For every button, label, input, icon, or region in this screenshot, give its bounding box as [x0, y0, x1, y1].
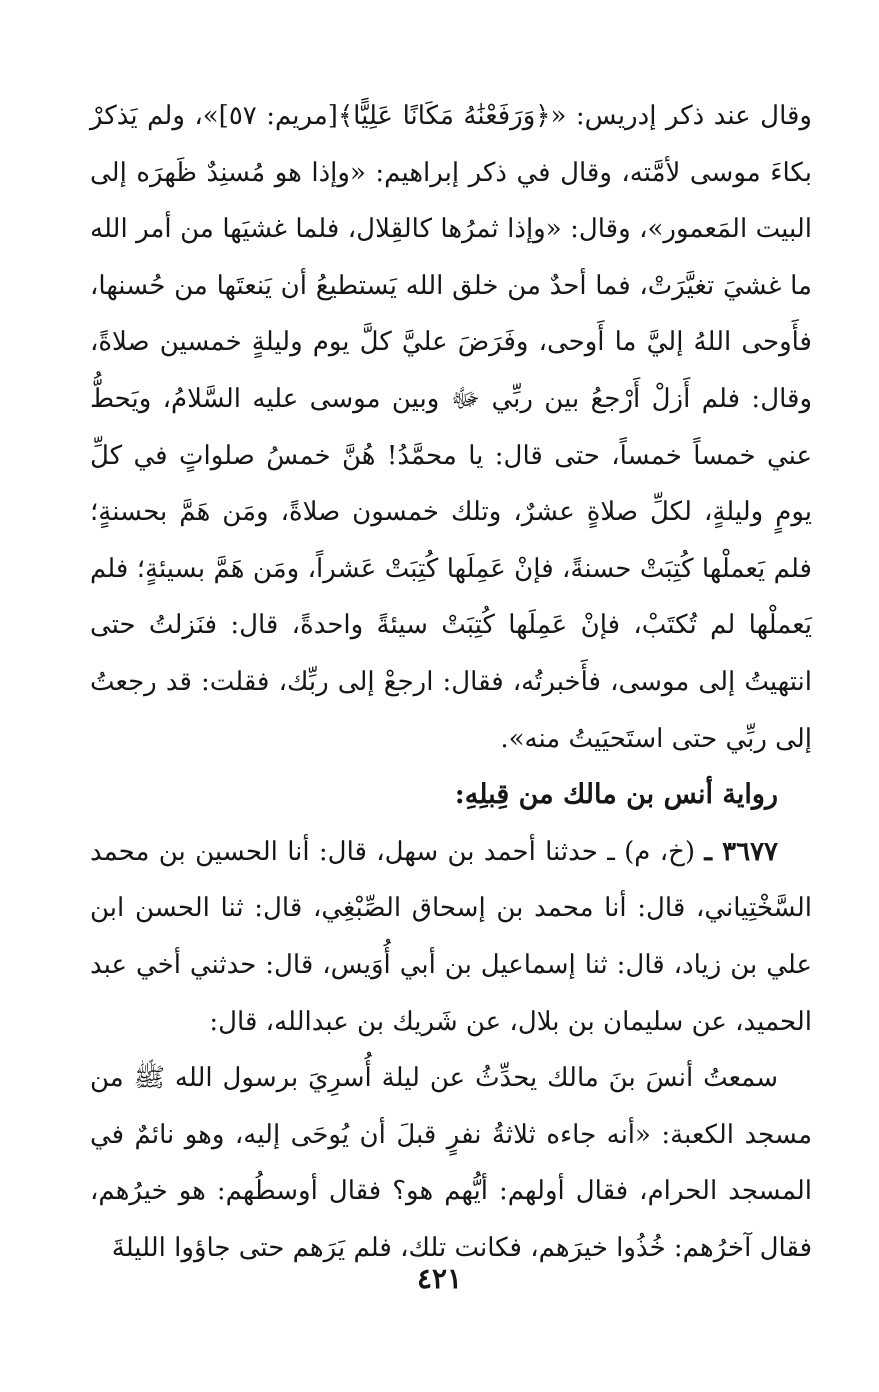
hadith-chain-text: (خ، م) ـ حدثنا أحمد بن سهل، قال: أنا الحسين بن محمد السَّخْتِياني، قال: أنا محمد بن إسحاق الصِّبْغِي، قال: ثنا الحسن ابن علي بن زياد، قال: ثنا إسماعيل بن أبي أُوَيس، قال: حدثني أخي عبد الحميد، عن سليمان بن بلال، عن شَريك بن عبدالله، قال: — [90, 836, 812, 1037]
hadith-number: ٣٦٧٧ ـ — [704, 836, 778, 867]
hadith-paragraph — [90, 824, 812, 1050]
page-number: ٤٢١ — [416, 1262, 463, 1295]
narration-paragraph: سمعتُ أنسَ بنَ مالك يحدِّثُ عن ليلة أُسرِيَ برسول الله ﷺ من مسجد الكعبة: «أنه جاءه ثلاثةُ نفرٍ قبلَ أن يُوحَى إليه، وهو نائمٌ في المسجد الحرام، فقال أولهم: أيُّهم هو؟ فقال أوسطُهم: هو خيرُهم، فقال آخرُهم: خُذُوا خيرَهم، فكانت تلك، فلم يَرَهم حتى جاؤوا الليلةَ — [90, 1063, 812, 1263]
section-heading: رواية أنس بن مالك من قِبلِهِ: — [454, 779, 778, 811]
opening-paragraph: وقال عند ذكر إدريس: «﴿وَرَفَعْنَٰهُ مَكَانًا عَلِيًّا﴾[مريم: ٥٧]»، ولم يَذكرْ بكاءَ موسى لأمَّته، وقال في ذكر إبراهيم: «وإذا هو مُسنِدٌ ظَهرَه إلى البيت المَعمور»، وقال: «وإذا ثمرُها كالقِلال، فلما غشيَها من أمر الله ما غشيَ تغيَّرَتْ، فما أحدٌ من خلق الله يَستطيعُ أن يَنعتَها من حُسنها، فأَوحى اللهُ إليَّ ما أَوحى، وفَرَضَ عليَّ كلَّ يوم وليلةٍ خمسين صلاةً، وقال: فلم أَزلْ أَرْجعُ بين ربِّي ﷻ وبين موسى عليه السَّلامُ، ويَحطُّ عني خمساً خمساً، حتى قال: يا محمَّدُ! هُنَّ خمسُ صلواتٍ في كلِّ يومٍ وليلةٍ، لكلِّ صلاةٍ عشرٌ، وتلك خمسون صلاةً، ومَن هَمَّ بحسنةٍ؛ فلم يَعملْها كُتِبَتْ حسنةً، فإنْ عَمِلَها كُتِبَتْ عَشراً، ومَن هَمَّ بسيئةٍ؛ فلم يَعملْها لم تُكتَبْ، فإنْ عَمِلَها كُتِبَتْ سيئةً واحدةً، قال: فنَزلتُ حتى انتهيتُ إلى موسى، فأَخبرتُه، فقال: ارجعْ إلى ربِّك، فقلت: قد رجعتُ إلى ربِّي حتى استَحيَيتُ منه». — [90, 101, 812, 754]
page-body — [90, 88, 812, 1276]
